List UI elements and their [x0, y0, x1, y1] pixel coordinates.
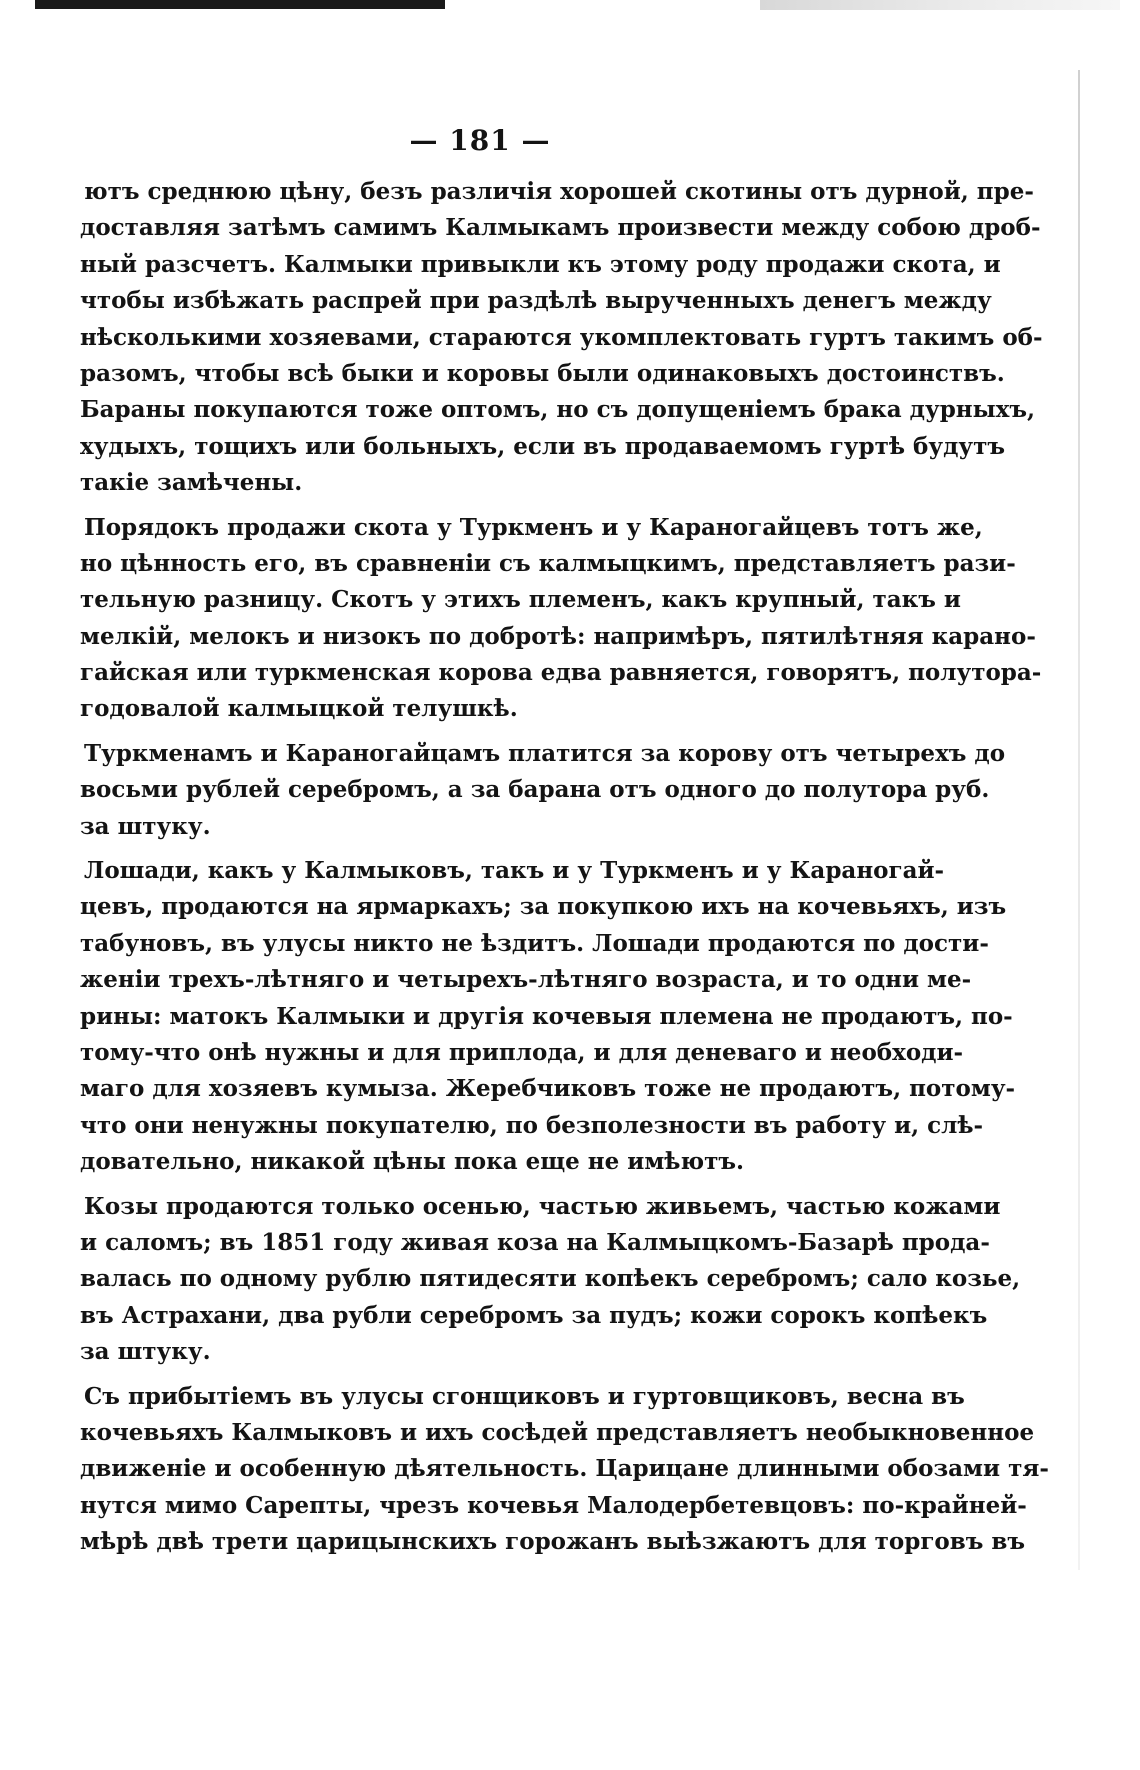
scan-top-edge-mark: [35, 0, 445, 9]
text-line: гайская или туркменская корова едва равняется, говорятъ, полутора-: [80, 659, 1042, 687]
paragraph: [80, 1379, 1049, 1561]
text-line: Туркменамъ и Караногайцамъ платится за корову отъ четырехъ до: [84, 739, 1006, 767]
text-line: годовалой калмыцкой телушкѣ.: [80, 695, 518, 723]
text-line: кочевьяхъ Калмыковъ и ихъ сосѣдей представляетъ необыкновенное: [80, 1418, 1035, 1446]
paragraph: [80, 174, 1043, 502]
text-line: такіе замѣчены.: [80, 469, 303, 497]
text-line: нутся мимо Сарепты, чрезъ кочевья Малодербетевцовъ: по-крайней-: [80, 1491, 1027, 1519]
text-line: Козы продаются только осенью, частью живьемъ, частью кожами: [84, 1192, 1001, 1220]
text-line: женіи трехъ-лѣтняго и четырехъ-лѣтняго возраста, и то одни ме-: [80, 966, 972, 994]
text-line: Бараны покупаются тоже оптомъ, но съ допущеніемъ брака дурныхъ,: [80, 396, 1036, 424]
paragraph: [80, 510, 1042, 728]
text-line: рины: матокъ Калмыки и другія кочевыя племена не продаютъ, по-: [80, 1002, 1013, 1030]
text-line: худыхъ, тощихъ или больныхъ, если въ продаваемомъ гуртѣ будутъ: [80, 432, 1006, 460]
paragraph: [80, 1189, 1021, 1371]
text-line: тому-что онѣ нужны и для приплода, и для деневаго и необходи-: [80, 1038, 964, 1066]
text-line: восьми рублей серебромъ, а за барана отъ одного до полутора руб.: [80, 776, 990, 804]
scan-right-edge-shadow: [1078, 70, 1080, 1570]
text-line: Лошади, какъ у Калмыковъ, такъ и у Туркменъ и у Караногай-: [84, 857, 945, 885]
text-line: въ Астрахани, два рубли серебромъ за пудъ; кожи сорокъ копѣекъ: [80, 1301, 988, 1329]
text-line: за штуку.: [80, 1338, 211, 1366]
page-body-text: [80, 174, 1049, 1568]
text-line: нѣсколькими хозяевами, стараются укомплектовать гуртъ такимъ об-: [80, 323, 1043, 351]
text-line: но цѣнность его, въ сравненіи съ калмыцкимъ, представляетъ рази-: [80, 549, 1016, 577]
paragraph: [80, 853, 1016, 1181]
text-line: мелкій, мелокъ и низокъ по добротѣ: напримѣръ, пятилѣтняя карано-: [80, 622, 1036, 650]
text-line: разомъ, чтобы всѣ быки и коровы были одинаковыхъ достоинствъ.: [80, 359, 1005, 387]
page-number: — 181 —: [409, 124, 551, 157]
text-line: что они ненужны покупателю, по безполезности въ работу и, слѣ-: [80, 1111, 984, 1139]
text-line: довательно, никакой цѣны пока еще не имѣютъ.: [80, 1148, 744, 1176]
text-line: ютъ среднюю цѣну, безъ различія хорошей скотины отъ дурной, пре-: [84, 178, 1034, 205]
text-line: движеніе и особенную дѣятельность. Царицане длинными обозами тя-: [80, 1455, 1049, 1483]
text-line: цевъ, продаются на ярмаркахъ; за покупкою ихъ на кочевьяхъ, изъ: [80, 893, 1007, 921]
text-line: валась по одному рублю пятидесяти копѣекъ серебромъ; сало козье,: [80, 1265, 1021, 1293]
text-line: тельную разницу. Скотъ у этихъ племенъ, какъ крупный, такъ и: [80, 586, 961, 614]
text-line: Порядокъ продажи скота у Туркменъ и у Караногайцевъ тотъ же,: [84, 513, 983, 541]
text-line: табуновъ, въ улусы никто не ѣздитъ. Лошади продаются по дости-: [80, 929, 989, 957]
text-line: маго для хозяевъ кумыза. Жеребчиковъ тоже не продаютъ, потому-: [80, 1075, 1016, 1103]
text-line: мѣрѣ двѣ трети царицынскихъ горожанъ выѣзжаютъ для торговъ въ: [80, 1528, 1026, 1556]
text-line: ный разсчетъ. Калмыки привыкли къ этому роду продажи скота, и: [80, 250, 1001, 278]
text-line: за штуку.: [80, 812, 211, 840]
text-line: Съ прибытіемъ въ улусы сгонщиковъ и гуртовщиковъ, весна въ: [84, 1382, 965, 1410]
text-line: и саломъ; въ 1851 году живая коза на Калмыцкомъ-Базарѣ прода-: [80, 1228, 990, 1256]
text-line: доставляя затѣмъ самимъ Калмыкамъ произвести между собою дроб-: [80, 214, 1041, 242]
text-line: чтобы избѣжать распрей при раздѣлѣ вырученныхъ денегъ между: [80, 287, 992, 315]
scan-top-right-smudge: [760, 0, 1120, 10]
paragraph: [80, 736, 1006, 845]
